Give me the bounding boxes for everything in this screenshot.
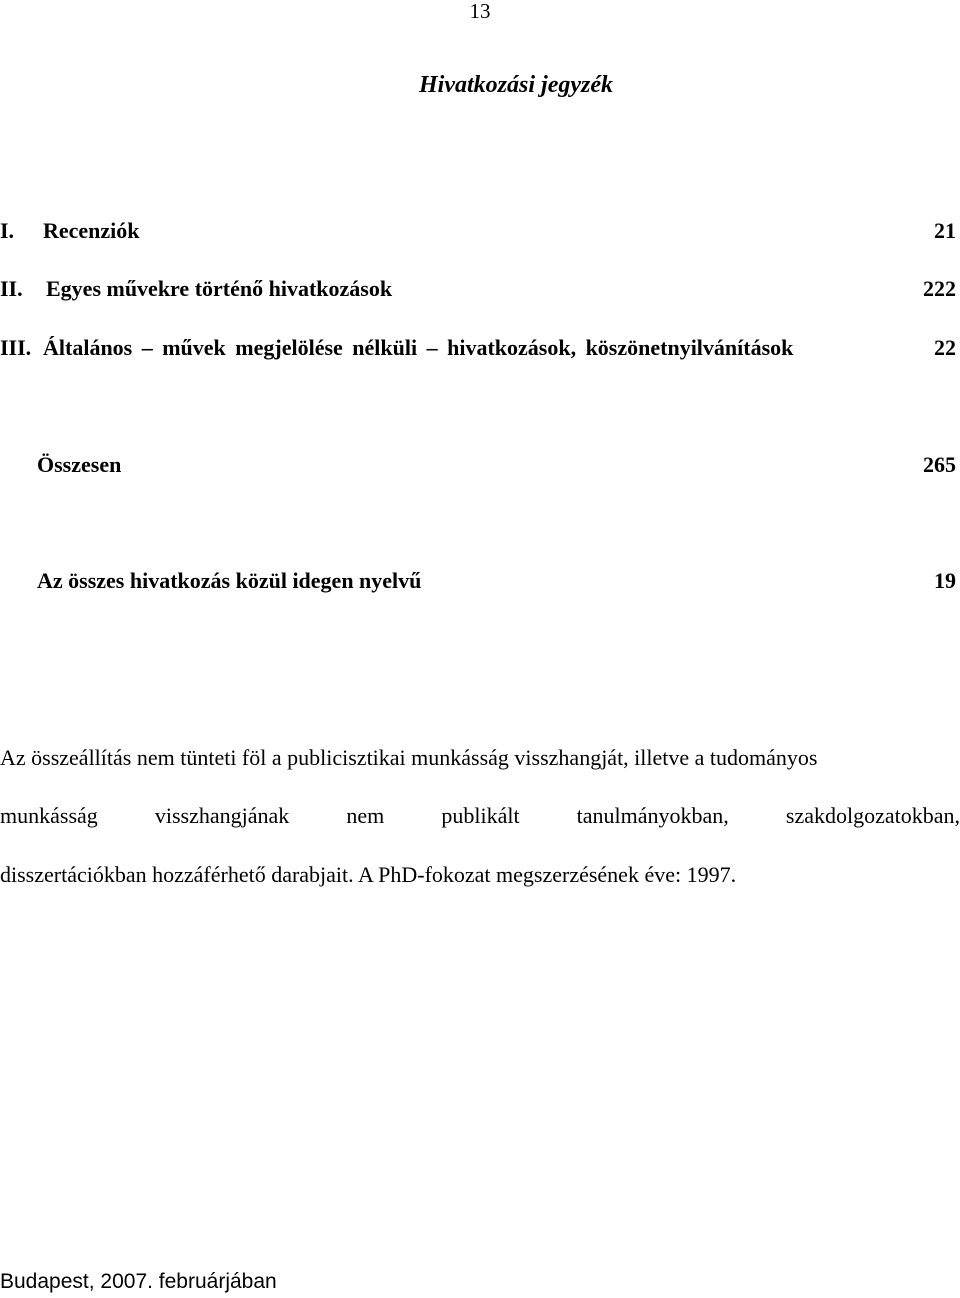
section-roman-numeral: I. <box>0 218 15 243</box>
total-row <box>0 450 956 480</box>
section-count: 222 <box>923 276 956 301</box>
page-number: 13 <box>469 0 491 23</box>
foreign-language-row <box>0 566 956 596</box>
note-line-1: Az összeállítás nem tünteti föl a publicisztikai munkásság visszhangját, illetve a tudományos <box>0 745 818 770</box>
page-heading: Hivatkozási jegyzék <box>419 72 613 98</box>
section-count: 21 <box>934 218 956 243</box>
section-label: Általános – művek megjelölése nélküli – hivatkozások, köszönetnyilvánítások <box>43 335 794 360</box>
foreign-language-label: Az összes hivatkozás közül idegen nyelvű <box>37 568 422 593</box>
total-count: 265 <box>923 452 956 477</box>
section-row-altalanos <box>0 333 956 363</box>
total-label: Összesen <box>37 452 122 477</box>
section-label: Egyes művekre történő hivatkozások <box>46 276 393 301</box>
closing-place-date: Budapest, 2007. februárjában <box>0 1270 277 1293</box>
section-roman-numeral: III. <box>0 335 32 360</box>
note-line-2: munkásság visszhangjának nem publikált tanulmányokban, szakdolgozatokban, <box>0 803 960 828</box>
section-row-egyes-muvek <box>0 274 956 304</box>
foreign-language-count: 19 <box>934 568 956 593</box>
section-label: Recenziók <box>43 218 140 243</box>
note-line-3: disszertációkban hozzáférhető darabjait. A PhD-fokozat megszerzésének éve: 1997. <box>0 862 737 887</box>
section-row-recenziok <box>0 216 956 246</box>
section-roman-numeral: II. <box>0 276 23 301</box>
section-count: 22 <box>934 335 956 360</box>
